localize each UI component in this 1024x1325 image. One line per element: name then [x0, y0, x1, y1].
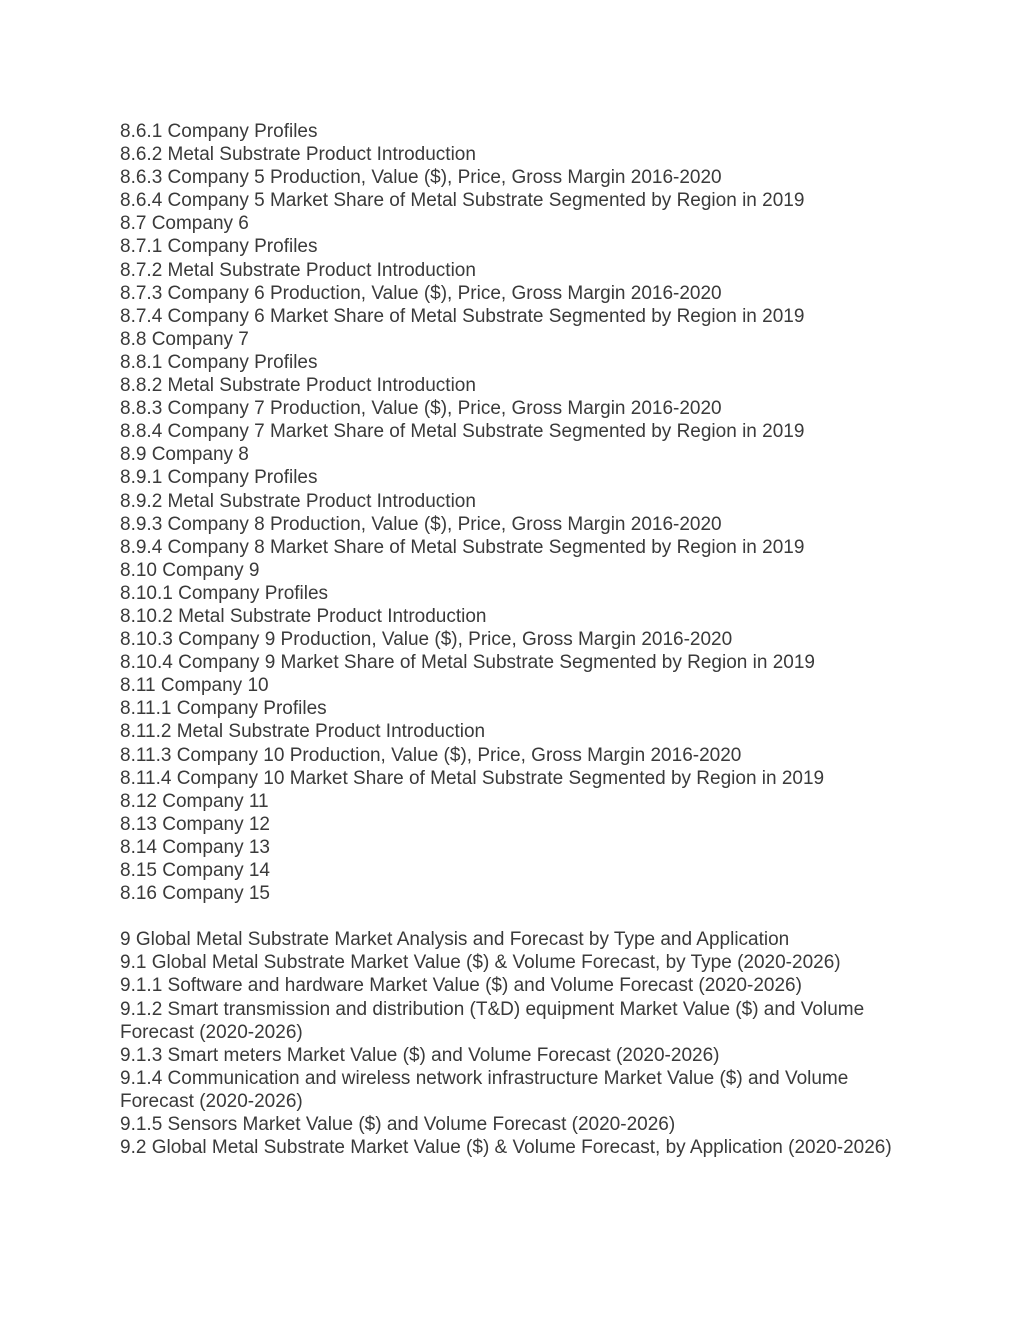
- toc-line: 8.9 Company 8: [120, 444, 249, 466]
- toc-line: 8.7.1 Company Profiles: [120, 236, 318, 258]
- toc-line: 8.10.2 Metal Substrate Product Introduction: [120, 605, 487, 627]
- toc-line: 8.11.3 Company 10 Production, Value ($), Price, Gross Margin 2016-2020: [120, 744, 742, 766]
- toc-line: 8.16 Company 15: [120, 883, 270, 905]
- toc-line: 9.1.5 Sensors Market Value ($) and Volume Forecast (2020-2026): [120, 1114, 676, 1136]
- toc-line: 8.10.4 Company 9 Market Share of Metal Substrate Segmented by Region in 2019: [120, 652, 815, 674]
- toc-line: 8.6.1 Company Profiles: [120, 121, 318, 142]
- toc-section-8: [120, 120, 905, 905]
- toc-line: 8.6.3 Company 5 Production, Value ($), Price, Gross Margin 2016-2020: [120, 167, 722, 189]
- toc-line: 8.9.2 Metal Substrate Product Introduction: [120, 490, 476, 512]
- toc-line: 8.9.4 Company 8 Market Share of Metal Substrate Segmented by Region in 2019: [120, 536, 805, 558]
- toc-line: 8.7 Company 6: [120, 213, 249, 235]
- toc-line: 8.10 Company 9: [120, 559, 260, 581]
- toc-line: 9.1.2 Smart transmission and distribution (T&D) equipment Market Value ($) and Volume Forecast (2020-2026): [120, 998, 865, 1043]
- toc-line: 9.1 Global Metal Substrate Market Value ($) & Volume Forecast, by Type (2020-2026): [120, 952, 841, 974]
- toc-line: 8.6.2 Metal Substrate Product Introduction: [120, 144, 476, 166]
- toc-line: 8.10.1 Company Profiles: [120, 582, 329, 604]
- toc-line: 8.7.4 Company 6 Market Share of Metal Substrate Segmented by Region in 2019: [120, 305, 805, 327]
- toc-line: 8.9.3 Company 8 Production, Value ($), Price, Gross Margin 2016-2020: [120, 513, 722, 535]
- toc-line: 8.11.2 Metal Substrate Product Introduction: [120, 721, 486, 743]
- toc-line: 8.7.2 Metal Substrate Product Introduction: [120, 259, 476, 281]
- toc-line: 8.8 Company 7: [120, 328, 249, 350]
- section-gap: [120, 905, 905, 928]
- toc-line: 8.15 Company 14: [120, 860, 270, 881]
- toc-line: 9 Global Metal Substrate Market Analysis and Forecast by Type and Application: [120, 929, 790, 951]
- toc-line: 9.1.4 Communication and wireless network infrastructure Market Value ($) and Volume Forecast (2020-2026): [120, 1067, 849, 1112]
- toc-line: 8.13 Company 12: [120, 813, 270, 835]
- toc-line: 8.7.3 Company 6 Production, Value ($), Price, Gross Margin 2016-2020: [120, 282, 722, 304]
- toc-line: 8.11.4 Company 10 Market Share of Metal Substrate Segmented by Region in 2019: [120, 767, 825, 789]
- toc-line: 9.2 Global Metal Substrate Market Value ($) & Volume Forecast, by Application (2020-2026): [120, 1137, 892, 1159]
- document-page: [120, 120, 905, 1159]
- toc-line: 8.9.1 Company Profiles: [120, 467, 318, 489]
- toc-line: 8.11 Company 10: [120, 675, 269, 697]
- toc-line: 8.12 Company 11: [120, 790, 269, 812]
- toc-line: 8.11.1 Company Profiles: [120, 698, 327, 720]
- toc-line: 8.14 Company 13: [120, 836, 270, 858]
- toc-line: 9.1.3 Smart meters Market Value ($) and Volume Forecast (2020-2026): [120, 1044, 720, 1066]
- toc-line: 8.8.4 Company 7 Market Share of Metal Substrate Segmented by Region in 2019: [120, 421, 805, 443]
- toc-line: 8.8.3 Company 7 Production, Value ($), Price, Gross Margin 2016-2020: [120, 398, 722, 420]
- toc-section-9: [120, 928, 905, 1159]
- toc-line: 8.8.1 Company Profiles: [120, 351, 318, 373]
- toc-line: 8.6.4 Company 5 Market Share of Metal Substrate Segmented by Region in 2019: [120, 190, 805, 212]
- toc-line: 8.8.2 Metal Substrate Product Introduction: [120, 375, 476, 397]
- toc-line: 9.1.1 Software and hardware Market Value ($) and Volume Forecast (2020-2026): [120, 975, 802, 997]
- toc-line: 8.10.3 Company 9 Production, Value ($), Price, Gross Margin 2016-2020: [120, 629, 733, 651]
